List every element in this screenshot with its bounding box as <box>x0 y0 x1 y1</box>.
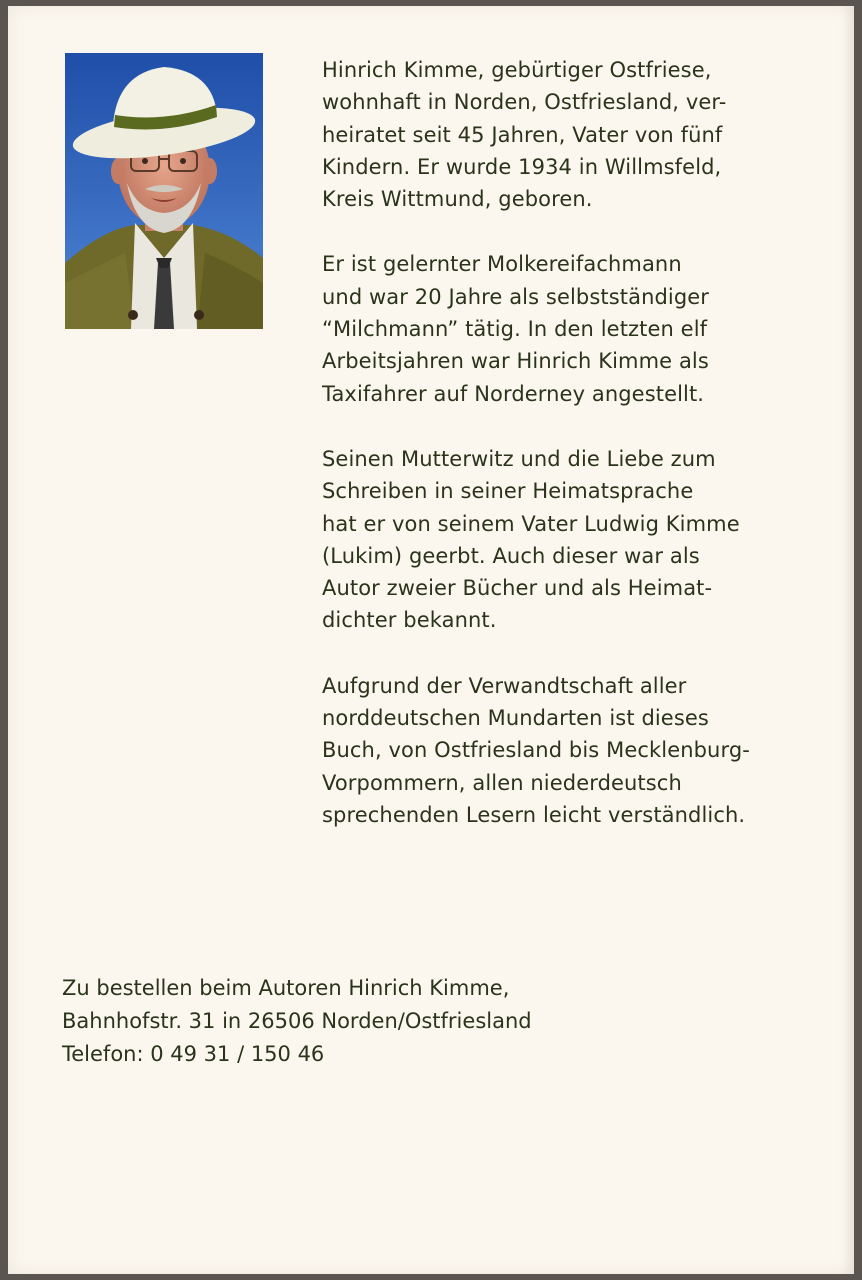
order-line-phone: Telefon: 0 49 31 / 150 46 <box>62 1042 325 1066</box>
order-information <box>62 972 762 1071</box>
bio-paragraph: Er ist gelernter Molkereifachmann und war 20 Jahre als selbstständiger “Milchmann” tätig. In den letzten elf Arbeitsjahren war Hinrich Kimme als Taxifahrer auf Norderney angestellt. <box>322 252 710 406</box>
author-portrait <box>65 53 263 329</box>
order-line-address: Bahnhofstr. 31 in 26506 Norden/Ostfriesland <box>62 1009 532 1033</box>
bio-paragraph: Aufgrund der Verwandtschaft aller norddeutschen Mundarten ist dieses Buch, von Ostfriesland bis Mecklenburg- Vorpommern, allen niederdeutsch sprechenden Lesern leicht verständlich. <box>322 673 750 827</box>
book-back-cover <box>8 6 854 1274</box>
bio-paragraph: Seinen Mutterwitz und die Liebe zum Schreiben in seiner Heimatsprache hat er von seinem Vater Ludwig Kimme (Lukim) geerbt. Auch dieser war als Autor zweier Bücher und als Heimat- dichter bekannt. <box>322 446 740 633</box>
bio-paragraph: Hinrich Kimme, gebürtiger Ostfriese, wohnhaft in Norden, Ostfriesland, ver- heiratet seit 45 Jahren, Vater von fünf Kindern. Er wurde 1934 in Willmsfeld, Kreis Wittmund, geboren. <box>322 58 727 212</box>
author-biography <box>322 54 832 864</box>
page-edge-shadow <box>842 6 854 1274</box>
order-line-author: Zu bestellen beim Autoren Hinrich Kimme, <box>62 976 510 1000</box>
